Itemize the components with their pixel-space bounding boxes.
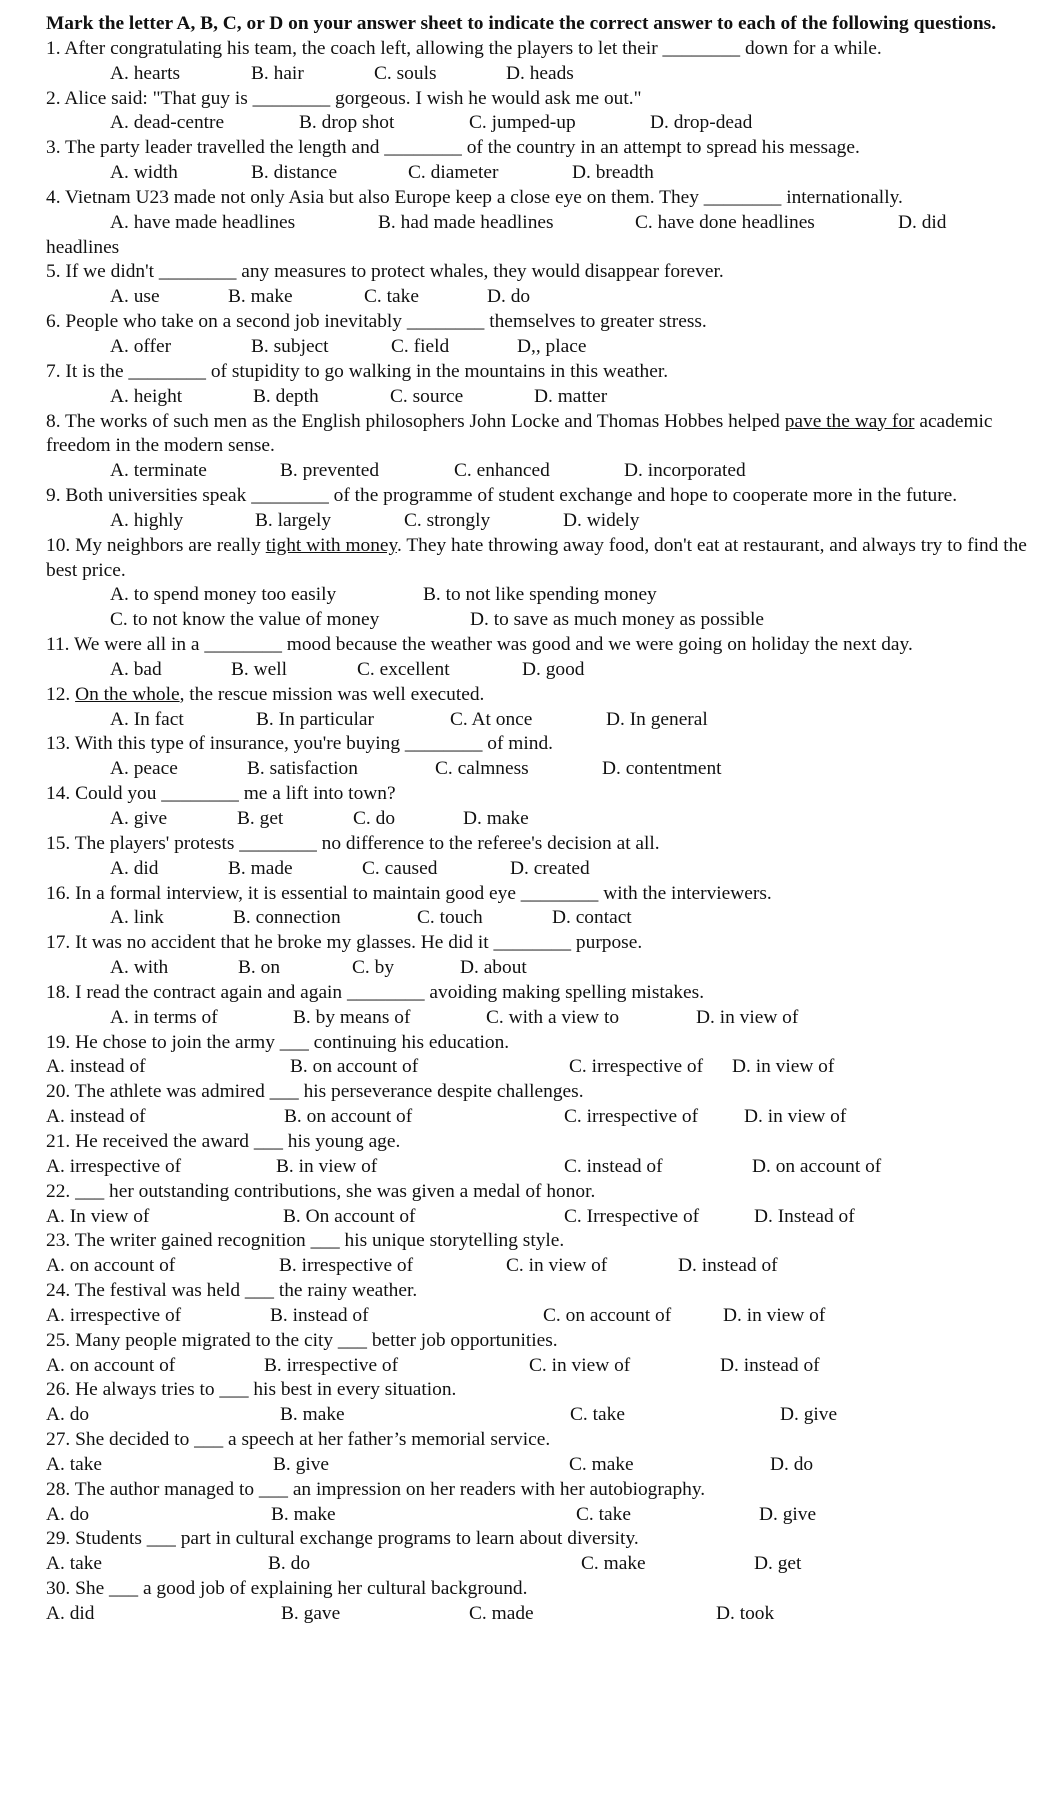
question-number: 5. [46,261,61,283]
option-a[interactable]: A. width [110,162,178,184]
question-stem: We were all in a ________ mood because the weather was good and we were going on holiday the next day. [74,634,913,656]
question-stem: Many people migrated to the city ___ better job opportunities. [75,1329,558,1351]
option-c[interactable]: C. by [352,957,395,979]
option-a[interactable]: A. irrespective of [46,1304,182,1326]
option-b[interactable]: B. in view of [276,1155,378,1177]
option-b[interactable]: B. subject [251,335,329,357]
option-b[interactable]: B. give [273,1453,330,1475]
question-14 [46,782,1046,807]
option-c[interactable]: C. instead of [564,1155,663,1177]
question-9 [46,484,1046,509]
option-d[interactable]: D. instead of [720,1354,820,1376]
option-d[interactable]: D. to save as much money as possible [470,609,765,631]
option-c[interactable]: C. touch [417,907,483,929]
option-b[interactable]: B. drop shot [299,112,395,134]
underlined-phrase: On the whole [75,683,180,705]
option-a[interactable]: A. In fact [110,708,184,730]
question-number: 26. [46,1379,71,1401]
option-c[interactable]: C. make [569,1453,634,1475]
options-27 [46,1453,1046,1478]
option-c[interactable]: C. take [364,286,419,308]
option-d[interactable]: D. on account of [752,1155,882,1177]
option-a[interactable]: A. with [110,957,169,979]
option-c[interactable]: C. strongly [404,509,491,531]
question-number: 16. [46,882,71,904]
option-c[interactable]: C. caused [362,857,438,879]
option-c[interactable]: C. jumped-up [469,112,576,134]
options-18 [46,1006,1046,1031]
question-18 [46,981,1046,1006]
option-a[interactable]: A. give [110,808,168,829]
question-number: 21. [46,1130,71,1152]
question-4 [46,186,1046,211]
question-28 [46,1478,1046,1503]
option-b[interactable]: B. had made headlines [378,211,554,233]
option-d[interactable]: D. Instead of [754,1205,855,1227]
question-16 [46,882,1046,907]
option-d[interactable]: D. contact [552,907,632,929]
option-c[interactable]: C. take [576,1503,631,1525]
question-17 [46,931,1046,956]
question-number: 8. [46,410,61,432]
question-number: 18. [46,981,71,1003]
option-a[interactable]: A. on account of [46,1354,176,1376]
option-b[interactable]: B. largely [255,509,332,531]
question-stem: After congratulating his team, the coach left, allowing the players to let their ________ down for a while. [64,37,882,59]
question-stem: The party leader travelled the length and ________ of the country in an attempt to spread his message. [65,137,860,159]
option-c[interactable]: C. calmness [435,758,529,780]
options-7 [46,385,1046,410]
question-12 [46,683,1046,708]
option-d[interactable]: D. drop-dead [650,112,753,134]
option-b[interactable]: B. hair [251,62,304,84]
option-c[interactable]: C. with a view to [486,1006,620,1028]
option-a[interactable]: A. do [46,1503,90,1525]
question-24 [46,1279,1046,1304]
option-c[interactable]: C. souls [374,62,437,84]
question-stem: People who take on a second job inevitably ________ themselves to greater stress. [65,311,707,333]
question-number: 30. [46,1578,71,1600]
question-stem: The writer gained recognition ___ his unique storytelling style. [74,1230,565,1252]
options-24 [46,1304,1046,1329]
option-d[interactable]: D. heads [506,62,574,84]
options-11 [46,658,1046,683]
option-c[interactable]: C. do [353,808,396,829]
question-stem: She ___ a good job of explaining her cultural background. [75,1578,528,1600]
options-26 [46,1403,1046,1428]
options-2 [46,111,1046,136]
option-b[interactable]: B. make [271,1503,336,1525]
option-a[interactable]: A. instead of [46,1056,146,1078]
question-11 [46,633,1046,658]
option-b[interactable]: B. irrespective of [264,1354,399,1376]
question-number: 3. [46,137,61,159]
question-number: 28. [46,1478,71,1500]
question-21 [46,1130,1046,1155]
question-stem: It was no accident that he broke my glasses. He did it ________ purpose. [75,932,643,954]
option-b[interactable]: B. gave [281,1603,341,1624]
option-b[interactable]: B. connection [233,907,341,929]
question-stem: She decided to ___ a speech at her father’s memorial service. [75,1429,551,1451]
option-c[interactable]: C. Irrespective of [564,1205,700,1227]
question-number: 4. [46,186,61,208]
question-2 [46,87,1046,112]
question-stem-end: academic freedom in the modern sense. [46,410,993,457]
option-a[interactable]: A. hearts [110,62,180,84]
question-26 [46,1378,1046,1403]
question-stem: The festival was held ___ the rainy weather. [74,1280,418,1302]
options-6 [46,335,1046,360]
options-21 [46,1155,1046,1180]
question-stem-start: My neighbors are really [75,534,266,556]
question-stem-end: . They hate throwing away food, don't eat at restaurant, and always try to find the best price. [46,534,1027,581]
question-stem: In a formal interview, it is essential to maintain good eye ________ with the interviewers. [75,882,772,904]
options-13 [46,757,1046,782]
option-d[interactable]: D. incorporated [624,460,746,482]
option-a[interactable]: A. highly [110,509,184,531]
question-stem: With this type of insurance, you're buying ________ of mind. [74,733,554,755]
option-c[interactable]: C. on account of [543,1304,672,1326]
question-number: 13. [46,733,71,755]
question-stem: Both universities speak ________ of the programme of student exchange and hope to cooperate more in the future. [65,485,958,507]
option-c[interactable]: C. irrespective of [569,1056,704,1078]
options-17 [46,956,1046,981]
option-a[interactable]: A. peace [110,758,178,780]
worksheet [46,12,1046,1627]
option-a[interactable]: A. In view of [46,1205,150,1227]
question-8 [46,410,1046,460]
options-28 [46,1503,1046,1528]
question-15 [46,832,1046,857]
option-d[interactable]: D. in view of [744,1106,847,1128]
option-c[interactable]: C. diameter [408,162,499,184]
option-c[interactable]: C. field [391,335,450,357]
question-number: 2. [46,87,61,109]
question-stem: Alice said: "That guy is ________ gorgeous. I wish he would ask me out." [64,87,642,109]
options-5 [46,285,1046,310]
option-b[interactable]: B. depth [253,385,319,407]
options-14 [46,807,1046,832]
question-27 [46,1428,1046,1453]
option-d[interactable]: D. get [754,1553,802,1575]
options-10-row-2 [46,608,1046,633]
question-stem: The athlete was admired ___ his perseverance despite challenges. [74,1081,584,1103]
question-30 [46,1577,1046,1602]
question-number: 24. [46,1280,71,1302]
question-stem: The author managed to ___ an impression on her readers with her autobiography. [74,1478,706,1500]
question-number: 11. [46,634,70,656]
question-stem: It is the ________ of stupidity to go walking in the mountains in this weather. [65,360,669,382]
options-3 [46,161,1046,186]
option-d-continued: headlines [46,236,120,258]
option-c[interactable]: C. source [390,385,464,407]
question-stem: He chose to join the army ___ continuing his education. [75,1031,510,1053]
options-29 [46,1552,1046,1577]
option-b[interactable]: B. do [268,1553,311,1575]
options-10-row-1 [46,583,1046,608]
question-stem: He received the award ___ his young age. [75,1130,401,1152]
question-number: 1. [46,37,61,59]
option-a[interactable]: A. do [46,1404,90,1426]
option-c[interactable]: C. made [469,1603,534,1624]
question-23 [46,1229,1046,1254]
question-stem: ___ her outstanding contributions, she was given a medal of honor. [75,1180,596,1202]
question-stem: I read the contract again and again ________ avoiding making spelling mistakes. [75,981,705,1003]
option-b[interactable]: B. prevented [280,460,380,482]
option-b[interactable]: B. irrespective of [279,1255,414,1277]
option-a[interactable]: A. on account of [46,1255,176,1277]
options-25 [46,1354,1046,1379]
option-b[interactable]: B. well [231,658,288,680]
question-stem-end: , the rescue mission was well executed. [179,683,485,705]
option-a[interactable]: A. did [110,857,159,879]
option-d[interactable]: D. instead of [678,1255,778,1277]
option-a[interactable]: A. terminate [110,460,207,482]
option-b[interactable]: B. on account of [284,1106,413,1128]
question-number: 7. [46,360,61,382]
options-22 [46,1205,1046,1230]
option-d[interactable]: D. In general [606,708,708,730]
question-6 [46,310,1046,335]
option-a[interactable]: A. to spend money too easily [110,584,337,606]
question-number: 12. [46,683,71,705]
question-20 [46,1080,1046,1105]
question-number: 22. [46,1180,71,1202]
question-number: 10. [46,534,71,556]
instructions: Mark the letter A, B, C, or D on your answer sheet to indicate the correct answer to each of the following questions. [46,13,997,34]
options-23 [46,1254,1046,1279]
option-b[interactable]: B. satisfaction [247,758,358,780]
option-d[interactable]: D. make [463,808,529,829]
option-d[interactable]: D. in view of [723,1304,826,1326]
options-30 [46,1602,1046,1627]
question-number: 9. [46,485,61,507]
option-d[interactable]: D. good [522,658,585,680]
options-19 [46,1055,1046,1080]
option-b[interactable]: B. made [228,857,293,879]
option-b[interactable]: B. On account of [283,1205,416,1227]
option-d[interactable]: D,, place [517,335,587,357]
underlined-phrase: pave the way for [784,410,915,432]
underlined-phrase: tight with money [265,534,397,556]
question-number: 27. [46,1429,71,1451]
question-29 [46,1527,1046,1552]
question-number: 15. [46,832,71,854]
option-c[interactable]: C. enhanced [454,460,550,482]
option-d[interactable]: D. contentment [602,758,722,780]
question-19 [46,1031,1046,1056]
question-13 [46,732,1046,757]
question-number: 17. [46,932,71,954]
option-d[interactable]: D. give [780,1404,838,1426]
question-10 [46,534,1046,584]
option-b[interactable]: B. by means of [293,1006,411,1028]
question-5 [46,260,1046,285]
option-c[interactable]: C. have done headlines [635,211,815,233]
option-d[interactable]: D. breadth [572,162,654,184]
question-stem: The players' protests ________ no difference to the referee's decision at all. [74,832,660,854]
option-c[interactable]: C. excellent [357,658,450,680]
question-number: 23. [46,1230,71,1252]
question-3 [46,136,1046,161]
option-b[interactable]: B. on [238,957,281,979]
options-4 [46,211,1046,236]
question-number: 19. [46,1031,71,1053]
option-c[interactable]: C. make [581,1553,646,1575]
option-d[interactable]: D. about [460,957,527,979]
options-16 [46,906,1046,931]
option-b[interactable]: B. on account of [290,1056,419,1078]
options-20 [46,1105,1046,1130]
question-stem: He always tries to ___ his best in every situation. [75,1379,457,1401]
option-d[interactable]: D. in view of [732,1056,835,1078]
option-a[interactable]: A. take [46,1453,102,1475]
option-a[interactable]: A. have made headlines [110,211,296,233]
option-c[interactable]: C. irrespective of [564,1106,699,1128]
question-number: 14. [46,783,71,805]
option-b[interactable]: B. distance [251,162,338,184]
question-7 [46,360,1046,385]
option-a[interactable]: A. bad [110,658,162,680]
question-25 [46,1329,1046,1354]
option-a[interactable]: A. take [46,1553,102,1575]
option-b[interactable]: B. make [280,1404,345,1426]
options-1 [46,62,1046,87]
question-number: 25. [46,1329,71,1351]
option-d[interactable]: D. did [898,211,947,233]
option-d[interactable]: D. do [487,286,531,308]
options-8 [46,459,1046,484]
option-a[interactable]: A. use [110,286,160,308]
option-a[interactable]: A. in terms of [110,1006,218,1028]
option-d[interactable]: D. do [770,1453,814,1475]
option-a[interactable]: A. offer [110,335,172,357]
options-12 [46,708,1046,733]
option-c[interactable]: C. take [570,1404,625,1426]
option-a[interactable]: A. link [110,907,164,929]
option-c[interactable]: C. in view of [506,1255,608,1277]
options-15 [46,857,1046,882]
question-1 [46,37,1046,62]
option-c[interactable]: C. in view of [529,1354,631,1376]
question-stem-start: The works of such men as the English philosophers John Locke and Thomas Hobbes helped [65,410,785,432]
question-number: 29. [46,1528,71,1550]
option-b[interactable]: B. to not like spending money [423,584,657,606]
option-a[interactable]: A. dead-centre [110,112,225,134]
question-stem: Could you ________ me a lift into town? [75,783,396,805]
question-number: 20. [46,1081,71,1103]
option-b[interactable]: B. In particular [256,708,374,730]
option-d[interactable]: D. took [716,1603,775,1624]
question-stem: Students ___ part in cultural exchange programs to learn about diversity. [75,1528,639,1550]
option-c[interactable]: C. to not know the value of money [110,609,380,631]
option-a[interactable]: A. height [110,385,183,407]
option-b[interactable]: B. get [237,808,284,829]
option-a[interactable]: A. instead of [46,1106,146,1128]
option-b[interactable]: B. make [228,286,293,308]
question-stem: If we didn't ________ any measures to protect whales, they would disappear forever. [65,261,724,283]
option-d[interactable]: D. matter [534,385,608,407]
option-d[interactable]: D. created [510,857,590,879]
question-22 [46,1180,1046,1205]
option-d[interactable]: D. give [759,1503,817,1525]
option-b[interactable]: B. instead of [270,1304,369,1326]
option-c[interactable]: C. At once [450,708,533,730]
option-d[interactable]: D. widely [563,509,640,531]
option-a[interactable]: A. irrespective of [46,1155,182,1177]
options-9 [46,509,1046,534]
question-number: 6. [46,311,61,333]
question-stem: Vietnam U23 made not only Asia but also Europe keep a close eye on them. They ________ internationally. [65,186,903,208]
option-a[interactable]: A. did [46,1603,95,1624]
option-d[interactable]: D. in view of [696,1006,799,1028]
